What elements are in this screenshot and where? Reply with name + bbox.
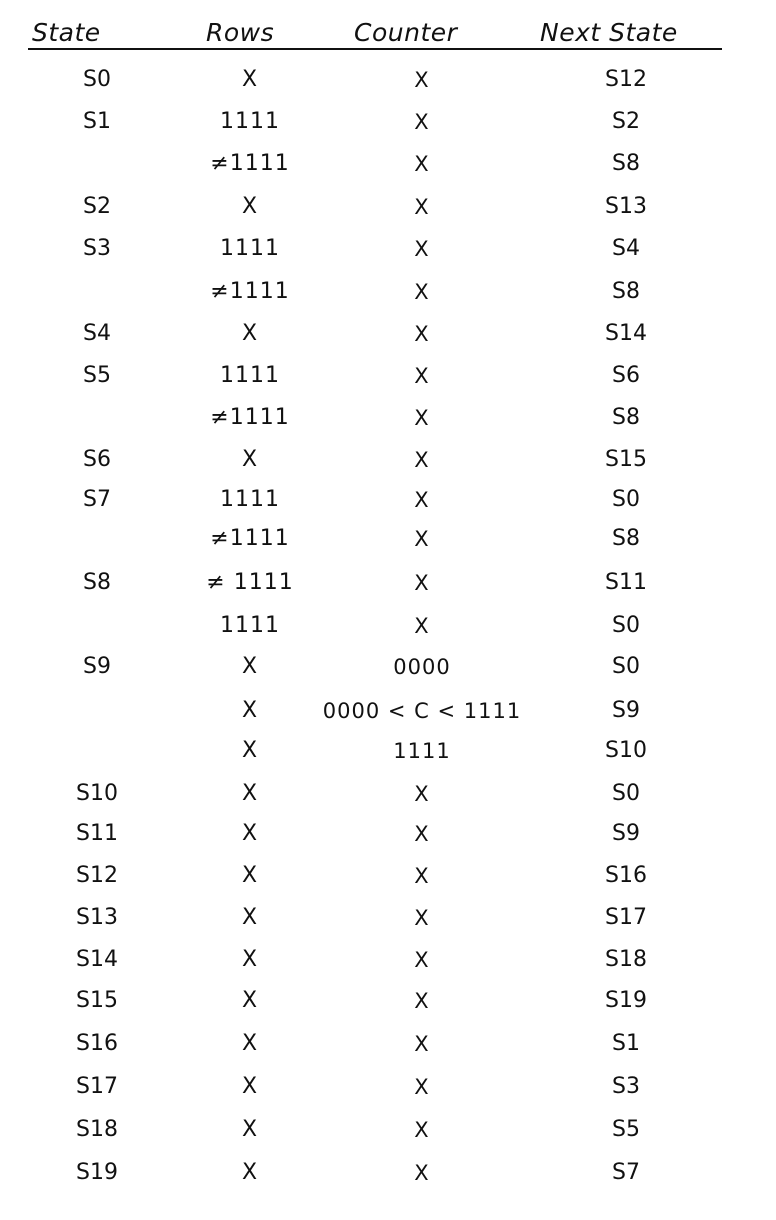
cell-state: S5	[83, 363, 111, 388]
cell-next: S0	[612, 487, 640, 512]
cell-rows: X	[241, 988, 259, 1013]
cell-rows: ≠1111	[210, 526, 290, 551]
cell-state: S1	[83, 109, 111, 134]
table-row	[0, 446, 776, 486]
cell-rows: X	[241, 1117, 259, 1142]
cell-state: S13	[76, 905, 118, 930]
cell-next: S5	[612, 1117, 640, 1142]
cell-counter: X	[414, 237, 430, 261]
cell-next: S8	[612, 405, 640, 430]
cell-rows: X	[241, 905, 259, 930]
cell-rows: X	[241, 821, 259, 846]
header-counter: Counter	[354, 18, 458, 47]
cell-next: S17	[605, 905, 647, 930]
header-state: State	[32, 18, 101, 47]
table-row	[0, 653, 776, 693]
header-rows: Rows	[206, 18, 275, 47]
cell-counter: X	[414, 448, 430, 472]
cell-state: S2	[83, 194, 111, 219]
cell-counter: X	[414, 1161, 430, 1185]
header-next-state: Next State	[540, 18, 678, 47]
cell-counter: X	[414, 322, 430, 346]
cell-counter: X	[414, 68, 430, 92]
cell-next: S8	[612, 279, 640, 304]
cell-next: S9	[612, 821, 640, 846]
cell-state: S4	[83, 321, 111, 346]
table-row	[0, 320, 776, 360]
cell-state: S0	[83, 67, 111, 92]
cell-state: S3	[83, 236, 111, 261]
cell-rows: X	[241, 447, 259, 472]
cell-rows: X	[241, 781, 259, 806]
cell-counter: X	[414, 1075, 430, 1099]
table-row	[0, 569, 776, 609]
table-row	[0, 780, 776, 820]
cell-state: S15	[76, 988, 118, 1013]
table-row	[0, 987, 776, 1027]
cell-state: S9	[83, 654, 111, 679]
cell-counter: X	[414, 614, 430, 638]
cell-counter: X	[414, 406, 430, 430]
table-row	[0, 862, 776, 902]
table-row	[0, 486, 776, 526]
cell-counter: X	[414, 1118, 430, 1142]
cell-next: S0	[612, 613, 640, 638]
cell-state: S11	[76, 821, 118, 846]
cell-counter: 1111	[393, 739, 451, 763]
cell-rows: ≠ 1111	[206, 570, 294, 595]
table-row	[0, 525, 776, 565]
cell-next: S9	[612, 698, 640, 723]
table-row	[0, 1073, 776, 1113]
cell-next: S2	[612, 109, 640, 134]
cell-counter: X	[414, 948, 430, 972]
table-row	[0, 904, 776, 944]
table-row	[0, 1159, 776, 1199]
cell-counter: X	[414, 110, 430, 134]
table-row	[0, 235, 776, 275]
cell-next: S19	[605, 988, 647, 1013]
cell-counter: X	[414, 906, 430, 930]
cell-rows: ≠1111	[210, 279, 290, 304]
cell-rows: ≠1111	[210, 405, 290, 430]
cell-counter: X	[414, 782, 430, 806]
cell-rows: X	[241, 654, 259, 679]
cell-next: S3	[612, 1074, 640, 1099]
table-row	[0, 612, 776, 652]
cell-rows: X	[241, 1031, 259, 1056]
cell-next: S7	[612, 1160, 640, 1185]
cell-next: S11	[605, 570, 647, 595]
table-header	[28, 18, 722, 50]
cell-state: S14	[76, 947, 118, 972]
cell-rows: ≠1111	[210, 151, 290, 176]
table-row	[0, 362, 776, 402]
cell-state: S19	[76, 1160, 118, 1185]
cell-counter: X	[414, 152, 430, 176]
cell-next: S0	[612, 781, 640, 806]
cell-counter: X	[414, 280, 430, 304]
cell-rows: 1111	[220, 109, 280, 134]
table-row	[0, 66, 776, 106]
cell-rows: X	[241, 1074, 259, 1099]
cell-rows: 1111	[220, 613, 280, 638]
cell-state: S18	[76, 1117, 118, 1142]
table-row	[0, 193, 776, 233]
table-row	[0, 150, 776, 190]
cell-rows: X	[241, 321, 259, 346]
cell-rows: X	[241, 194, 259, 219]
cell-counter: X	[414, 488, 430, 512]
cell-rows: 1111	[220, 363, 280, 388]
cell-next: S14	[605, 321, 647, 346]
cell-counter: X	[414, 364, 430, 388]
cell-state: S6	[83, 447, 111, 472]
cell-counter: X	[414, 864, 430, 888]
table-row	[0, 737, 776, 777]
cell-state: S8	[83, 570, 111, 595]
cell-state: S10	[76, 781, 118, 806]
cell-next: S6	[612, 363, 640, 388]
table-row	[0, 404, 776, 444]
cell-rows: X	[241, 1160, 259, 1185]
cell-next: S18	[605, 947, 647, 972]
cell-state: S17	[76, 1074, 118, 1099]
cell-counter: 0000	[393, 655, 451, 679]
cell-rows: 1111	[220, 236, 280, 261]
table-row	[0, 1116, 776, 1156]
cell-counter: X	[414, 822, 430, 846]
table-row	[0, 278, 776, 318]
cell-state: S12	[76, 863, 118, 888]
table-row	[0, 820, 776, 860]
cell-state: S7	[83, 487, 111, 512]
cell-next: S16	[605, 863, 647, 888]
cell-next: S0	[612, 654, 640, 679]
table-row	[0, 697, 776, 737]
cell-next: S13	[605, 194, 647, 219]
cell-counter: X	[414, 989, 430, 1013]
cell-rows: X	[241, 863, 259, 888]
cell-next: S15	[605, 447, 647, 472]
cell-counter: X	[414, 527, 430, 551]
cell-next: S10	[605, 738, 647, 763]
cell-rows: X	[241, 738, 259, 763]
cell-next: S8	[612, 526, 640, 551]
cell-rows: 1111	[220, 487, 280, 512]
cell-rows: X	[241, 698, 259, 723]
table-row	[0, 946, 776, 986]
table-row	[0, 108, 776, 148]
cell-next: S1	[612, 1031, 640, 1056]
cell-counter: X	[414, 571, 430, 595]
cell-rows: X	[241, 67, 259, 92]
cell-counter: X	[414, 1032, 430, 1056]
cell-next: S4	[612, 236, 640, 261]
cell-state: S16	[76, 1031, 118, 1056]
cell-counter: X	[414, 195, 430, 219]
cell-rows: X	[241, 947, 259, 972]
cell-next: S12	[605, 67, 647, 92]
table-row	[0, 1030, 776, 1070]
cell-counter: 0000 < C < 1111	[322, 699, 522, 723]
cell-next: S8	[612, 151, 640, 176]
